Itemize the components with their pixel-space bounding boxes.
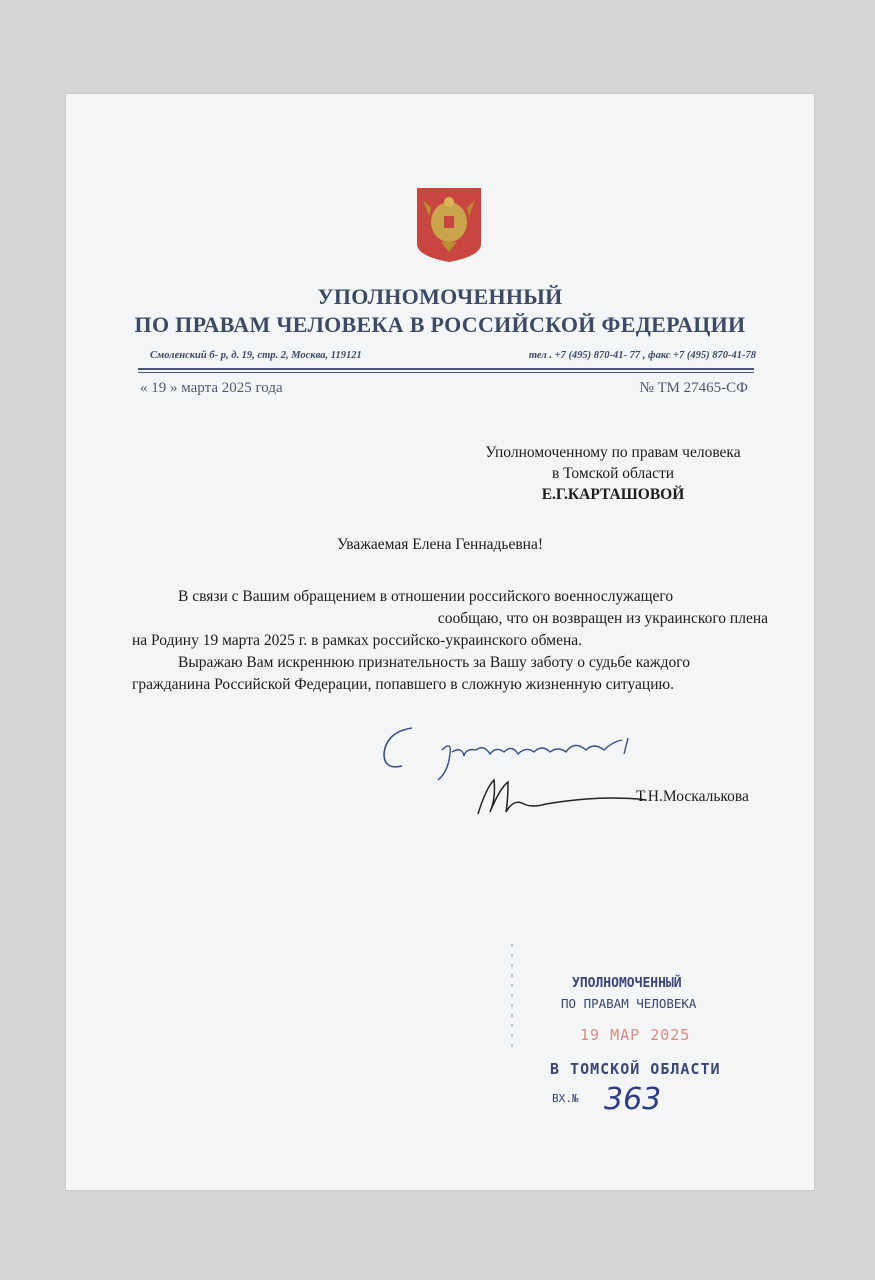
stamp-incoming-number: 363	[604, 1082, 662, 1117]
letter-body	[132, 586, 768, 696]
stamp-date: 19 МАР 2025	[580, 1026, 691, 1044]
para2-line2: гражданина Российской Федерации, попавшего в сложную жизненную ситуацию.	[132, 676, 674, 693]
org-title-line1: УПОЛНОМОЧЕННЫЙ	[317, 284, 563, 309]
signer-name: Т.Н.Москалькова	[636, 788, 749, 805]
para1-line1: В связи с Вашим обращением в отношении российского военнослужащего	[178, 588, 674, 605]
coat-of-arms-icon	[415, 186, 483, 264]
salutation: Уважаемая Елена Геннадьевна!	[336, 536, 544, 553]
header-rule-thin	[138, 372, 754, 373]
recipient-line2: в Томской области	[551, 465, 675, 482]
stamp-line1: УПОЛНОМОЧЕННЫЙ	[572, 976, 682, 991]
margin-ticks	[510, 944, 514, 1054]
stamp-line2: ПО ПРАВАМ ЧЕЛОВЕКА	[561, 996, 697, 1011]
para1-line3: на Родину 19 марта 2025 г. в рамках российско-украинского обмена.	[132, 632, 583, 649]
signature	[472, 768, 662, 824]
para2-line1: Выражаю Вам искреннюю признательность за Вашу заботу о судьбе каждого	[178, 654, 690, 671]
org-title-line2: ПО ПРАВАМ ЧЕЛОВЕКА В РОССИЙСКОЙ ФЕДЕРАЦИИ	[134, 312, 746, 337]
stamp-incoming-label: ВХ.№	[552, 1092, 579, 1105]
para1-line2: сообщаю, что он возвращен из украинского плена	[437, 610, 768, 627]
recipient-name: Е.Г.КАРТАШОВОЙ	[541, 486, 685, 503]
org-phones: тел . +7 (495) 870-41- 77 , факс +7 (495) 870-41-78	[528, 350, 756, 361]
stamp-line3: В ТОМСКОЙ ОБЛАСТИ	[550, 1060, 721, 1078]
letter-sheet	[66, 94, 814, 1190]
letter-date: « 19 » марта 2025 года	[140, 380, 283, 396]
recipient-line1: Уполномоченному по правам человека	[485, 444, 741, 461]
header-rule	[138, 368, 754, 370]
org-address: Смоленский б- р, д. 19, стр. 2, Москва, 119121	[150, 350, 362, 361]
registration-number: № ТМ 27465-СФ	[639, 380, 748, 396]
recipient-block	[446, 442, 780, 505]
